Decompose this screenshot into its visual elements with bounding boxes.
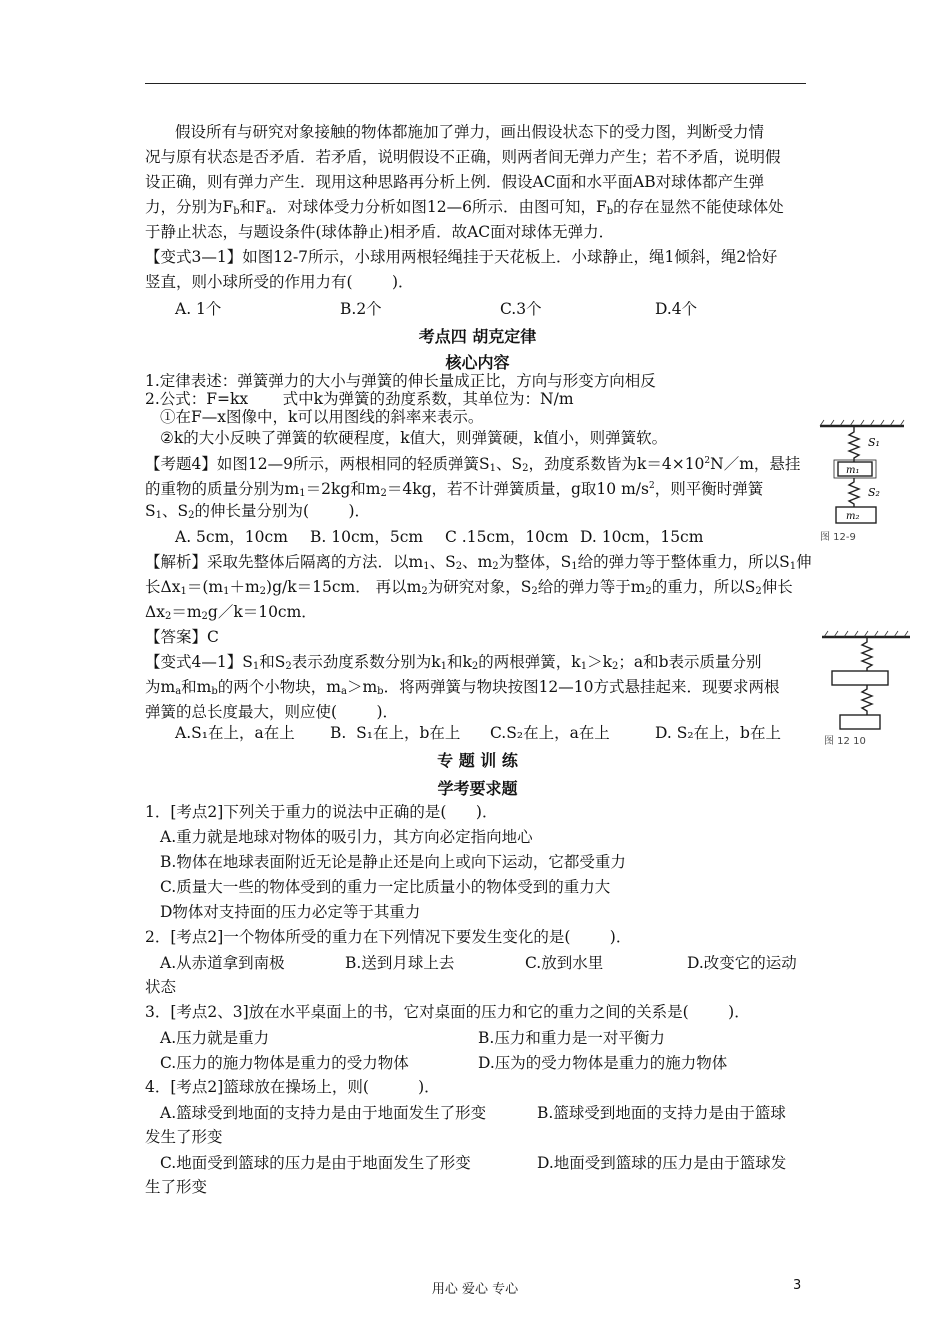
law-formula: 2.公式：F=kx 式中k为弹簧的劲度系数，其单位为：N/m — [145, 390, 574, 408]
variant41-option-c: C.S₂在上，a在上 — [490, 724, 610, 742]
q1-option-b: B.物体在地球表面附近无论是静止还是向上或向下运动，它都受重力 — [160, 853, 626, 871]
section-heading-kaodian4: 考点四 胡克定律 — [418, 327, 537, 346]
answer-label: 【答案】C — [145, 628, 219, 646]
para1-line3: 设正确，则有弹力产生．现用这种思路再分析上例．假设AC面和水平面AB对球体都产生弹 — [145, 173, 765, 191]
variant31-stem-line2: 竖直，则小球所受的作用力有( )． — [145, 273, 414, 291]
q2-option-d-continued: 状态 — [145, 978, 177, 996]
q4-stem: 4．[考点2]篮球放在操场上，则( )． — [145, 1078, 440, 1096]
example4-line2: 的重物的质量分别为m1＝2kg和m2＝4kg，若不计弹簧质量，g取10 $m/s^2$，则平衡时弹簧 — [145, 480, 764, 499]
q4-option-c: C.地面受到篮球的压力是由于地面发生了形变 — [160, 1154, 471, 1172]
q4-option-d: D.地面受到篮球的压力是由于篮球发 — [537, 1154, 787, 1172]
q1-option-d: D物体对支持面的压力必定等于其重力 — [160, 903, 421, 921]
q3-option-c: C.压力的施力物体是重力的受力物体 — [160, 1054, 409, 1072]
header-rule — [145, 83, 806, 84]
q4-option-a: A.篮球受到地面的支持力是由于地面发生了形变 — [160, 1104, 487, 1122]
figure-12-10 — [818, 627, 918, 749]
q2-option-c: C.放到水里 — [525, 954, 604, 972]
variant41-line2: 为ma和mb的两个小物块，ma＞mb．将两弹簧与物块按图12—10方式悬挂起来．现要求两根 — [145, 678, 780, 697]
q4-option-b: B.篮球受到地面的支持力是由于篮球 — [537, 1104, 786, 1122]
para1-line2: 况与原有状态是否矛盾．若矛盾，说明假设不正确，则两者间无弹力产生；若不矛盾，说明假 — [145, 148, 781, 166]
example4-option-a: A. 5cm，10cm — [175, 528, 288, 546]
para1-line1: 假设所有与研究对象接触的物体都施加了弹力，画出假设状态下的受力图，判断受力情 — [175, 123, 765, 141]
fig129-s2-label: S₂ — [868, 486, 880, 499]
example4-option-d: D. 10cm，15cm — [580, 528, 704, 546]
analysis-line3: Δx2＝m2g／k＝10cm． — [145, 603, 317, 622]
section-heading-requirements: 学考要求题 — [437, 779, 518, 798]
fig129-m2-label: m₂ — [846, 511, 860, 522]
fig129-m1-label: m₁ — [846, 465, 860, 476]
q3-option-a: A.压力就是重力 — [160, 1029, 270, 1047]
fig129-caption: 图 12-9 — [820, 532, 856, 543]
q1-stem: 1．[考点2]下列关于重力的说法中正确的是( )． — [145, 803, 498, 821]
example4-line1: 【考题4】如图12—9所示，两根相同的轻质弹簧S1、S2，劲度系数皆为$k=4\times 10^2N/m$，悬挂 — [145, 455, 801, 474]
law-note2: ②k的大小反映了弹簧的软硬程度，k值大，则弹簧硬，k值小，则弹簧软。 — [160, 429, 668, 447]
law-statement: 1.定律表述：弹簧弹力的大小与弹簧的伸长量成正比，方向与形变方向相反 — [145, 372, 656, 390]
section-heading-core: 核心内容 — [445, 353, 510, 372]
q4-option-d-continued: 生了形变 — [145, 1178, 208, 1196]
example4-line3: S1、S2的伸长量分别为( )． — [145, 502, 371, 521]
q2-option-a: A.从赤道拿到南极 — [160, 954, 285, 972]
section-heading-special-training: 专 题 训 练 — [437, 751, 518, 770]
fig1210-caption: 图 12 10 — [824, 736, 866, 747]
q3-option-b: B.压力和重力是一对平衡力 — [478, 1029, 665, 1047]
variant41-option-d: D. S₂在上，b在上 — [655, 724, 781, 742]
variant31-option-d: D.4个 — [655, 300, 698, 318]
variant31-stem-line1: 【变式3—1】如图12-7所示，小球用两根轻绳挂于天花板上．小球静止，绳1倾斜，绳2恰好 — [145, 248, 778, 266]
variant41-line3: 弹簧的总长度最大，则应使( )． — [145, 703, 399, 721]
para1-line4: 力，分别为Fb和Fa．对球体受力分析如图12—6所示．由图可知，Fb的存在显然不能使球体处 — [145, 198, 784, 217]
q2-option-d: D.改变它的运动 — [687, 954, 797, 972]
example4-option-b: B. 10cm，5cm — [310, 528, 424, 546]
q1-option-c: C.质量大一些的物体受到的重力一定比质量小的物体受到的重力大 — [160, 878, 611, 896]
page-number: 3 — [793, 1278, 802, 1293]
q2-option-b: B.送到月球上去 — [345, 954, 455, 972]
variant31-option-b: B.2个 — [340, 300, 382, 318]
variant41-line1: 【变式4—1】S1和S2表示劲度系数分别为k1和k2的两根弹簧，k1＞k2；a和b表示质量分别 — [145, 653, 762, 672]
q3-option-d: D.压为的受力物体是重力的施力物体 — [478, 1054, 728, 1072]
para1-line5: 于静止状态，与题设条件(球体静止)相矛盾．故AC面对球体无弹力． — [145, 223, 615, 241]
law-note1: ①在F—x图像中，k可以用图线的斜率来表示。 — [160, 408, 484, 426]
q3-stem: 3．[考点2、3]放在水平桌面上的书，它对桌面的压力和它的重力之间的关系是( )． — [145, 1003, 750, 1021]
analysis-line2: 长Δx1＝(m1＋m2)g/k＝15cm． 再以m2为研究对象，S2给的弹力等于m2的重力，所以S2伸长 — [145, 578, 793, 597]
example4-option-c: C .15cm，10cm — [445, 528, 569, 546]
analysis-line1: 【解析】采取先整体后隔离的方法．以m1、S2、m2为整体，S1给的弹力等于整体重力，所以S1伸 — [145, 553, 812, 572]
variant31-option-a: A. 1个 — [175, 300, 222, 318]
fig129-s1-label: S₁ — [868, 436, 880, 449]
variant41-option-b: B. S₁在上，b在上 — [330, 724, 461, 742]
page-footer: 用心 爱心 专心 — [431, 1282, 519, 1297]
variant41-option-a: A.S₁在上，a在上 — [175, 724, 295, 742]
q1-option-a: A.重力就是地球对物体的吸引力，其方向必定指向地心 — [160, 828, 533, 846]
figure-12-9 — [812, 416, 912, 546]
q2-stem: 2．[考点2]一个物体所受的重力在下列情况下要发生变化的是( )． — [145, 928, 632, 946]
variant31-option-c: C.3个 — [500, 300, 542, 318]
q4-option-b-continued: 发生了形变 — [145, 1128, 223, 1146]
